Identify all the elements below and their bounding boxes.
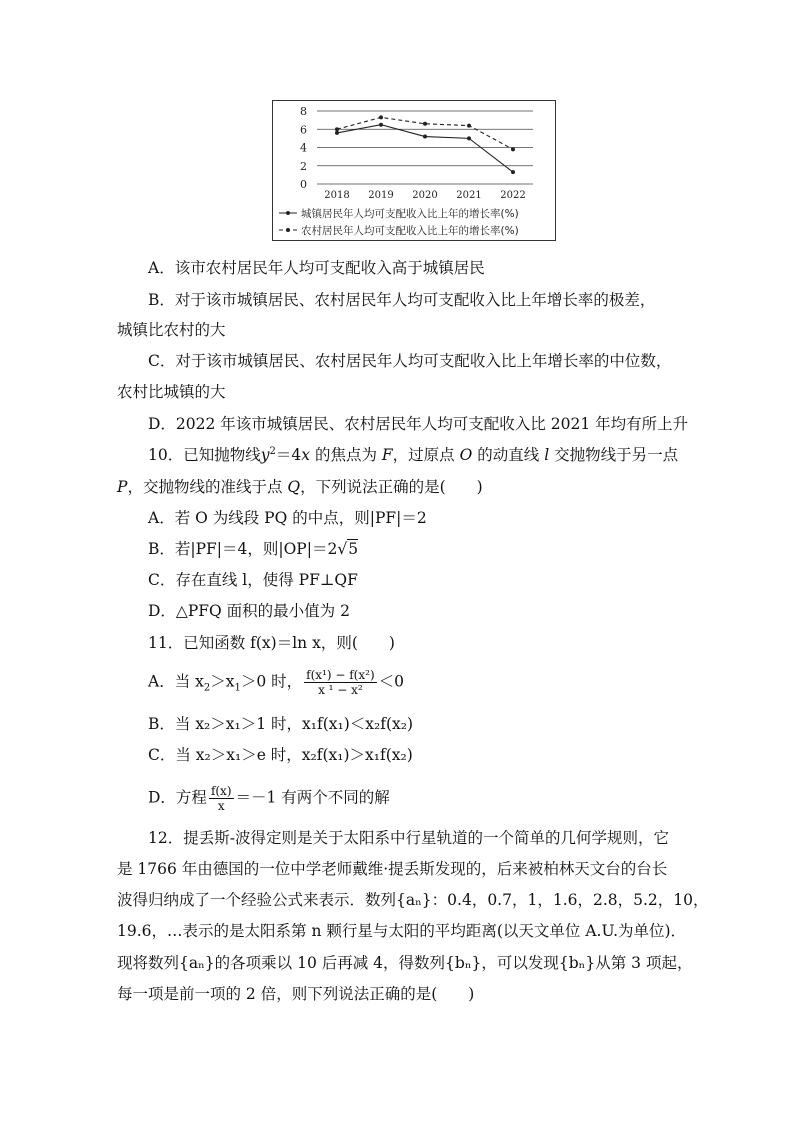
x-tick-label: 2018 (324, 190, 350, 201)
data-point (423, 135, 427, 139)
q10-stem-text: 的焦点为 (314, 446, 377, 464)
data-point (467, 124, 471, 128)
q9-option-c-line2: 农村比城镇的大 (117, 383, 226, 401)
q10-option-b-radicand: 5 (348, 540, 359, 558)
q11-option-a-text: A．当 x (148, 672, 204, 691)
x-tick-label: 2020 (412, 190, 438, 201)
q10-stem-text: 的动直线 (477, 446, 540, 464)
y-tick-label: 8 (300, 105, 307, 118)
data-point (423, 122, 427, 126)
data-point (335, 127, 339, 131)
chart-svg (273, 101, 557, 242)
q12-line6: 每一项是前一项的 2 倍，则下列说法正确的是( ) (117, 985, 475, 1003)
q11-stem: 11．已知函数 f(x)＝ln x，则( ) (148, 634, 395, 652)
q11-option-b: B．当 x₂＞x₁＞1 时，x₁f(x₁)＜x₂f(x₂) (148, 715, 413, 733)
legend-label: 城镇居民年人均可支配收入比上年的增长率(%) (301, 208, 519, 220)
q11-option-d-text: ＝－1 有两个不同的解 (235, 788, 390, 807)
q9-option-c-line1: C．对于该市城镇居民、农村居民年人均可支配收入比上年增长率的中位数， (148, 352, 672, 370)
y-tick-label: 0 (300, 178, 307, 191)
q12-line1: 12．提丢斯-波得定则是关于太阳系中行星轨道的一个简单的几何学规则，它 (148, 829, 669, 847)
legend-marker (286, 228, 290, 232)
q11-option-a-text: ＞x (210, 672, 235, 691)
q12-line5: 现将数列{aₙ}的各项乘以 10 后再减 4，得数列{bₙ}，可以发现{bₙ}从第 3 项起， (117, 954, 693, 972)
data-point (467, 136, 471, 140)
q10-stem-text: ，下列说法正确的是( ) (300, 478, 483, 496)
line-chart (272, 100, 556, 241)
q12-line4: 19.6，…表示的是太阳系第 n 颗行星与太阳的平均距离(以天文单位 A.U.为单位)． (117, 922, 687, 940)
q10-stem-line1: 10．已知抛物线$y^2=4x$ 的焦点为 F，过原点 O 的动直线 l 交抛物线于另一点 (148, 445, 679, 464)
q10-stem-text: ，交抛物线的准线于点 (127, 478, 283, 496)
q11-option-a: A．当 $x_2>x_1>0$ 时， $\frac{\text{f(x¹) − f(x²)}}{\text{x ¹ − x²}}$ ＜0 (148, 668, 404, 697)
q11-option-d-fraction (209, 784, 234, 813)
q10-option-a: A．若 O 为线段 PQ 的中点，则|PF|＝2 (148, 509, 427, 527)
q10-stem-text: ＝4 (275, 446, 302, 464)
x-tick-label: 2019 (368, 190, 394, 201)
q11-option-d-text: D．方程 (148, 788, 207, 807)
q12-line3: 波得归纳成了一个经验公式来表示．数列{aₙ}：0.4，0.7，1，1.6，2.8，5.2，10， (117, 891, 709, 909)
y-tick-label: 2 (300, 159, 307, 173)
q11-option-c: C．当 x₂＞x₁＞e 时，x₂f(x₁)＞x₁f(x₂) (148, 746, 413, 764)
q10-option-c: C．存在直线 l，使得 PF⊥QF (148, 571, 358, 589)
q10-option-d: D．△PFQ 面积的最小值为 2 (148, 602, 350, 620)
q11-option-a-text: ＜0 (378, 672, 404, 691)
data-point (511, 170, 515, 174)
q9-option-b-line2: 城镇比农村的大 (117, 321, 226, 339)
q11-option-a-fraction (304, 668, 376, 697)
data-point (379, 123, 383, 127)
q10-stem-text: 10．已知抛物线 (148, 446, 261, 464)
series-line (337, 125, 513, 172)
y-tick-label: 6 (300, 123, 307, 137)
q10-stem-line2: P，交抛物线的准线于点 Q，下列说法正确的是( ) (117, 478, 483, 496)
fraction-denominator: x ¹ − x² (318, 683, 363, 697)
fraction-denominator: x (217, 799, 225, 813)
q9-option-b-line1: B．对于该市城镇居民、农村居民年人均可支配收入比上年增长率的极差， (148, 291, 656, 309)
fraction-numerator: f(x¹) − f(x²) (306, 668, 375, 682)
q11-option-a-text: ＞0 时， (240, 672, 303, 691)
q10-stem-text: ，过原点 (392, 446, 455, 464)
y-tick-label: 4 (300, 141, 307, 155)
x-tick-label: 2021 (456, 190, 482, 201)
q9-option-a: A．该市农村居民年人均可支配收入高于城镇居民 (148, 259, 485, 277)
legend-marker (286, 211, 290, 215)
q10-stem-text: 交抛物线于另一点 (554, 446, 679, 464)
q10-option-b-text: B．若|PF|＝4，则|OP|＝2 (148, 540, 338, 558)
x-tick-label: 2022 (500, 190, 526, 201)
data-point (335, 131, 339, 135)
fraction-numerator: f(x) (210, 784, 232, 798)
q10-option-b: B．若|PF|＝4，则|OP|＝2√5 (148, 540, 359, 558)
data-point (379, 115, 383, 119)
legend-label: 农村居民年人均可支配收入比上年的增长率(%) (301, 225, 519, 237)
q11-option-d (148, 784, 390, 813)
q12-line2: 是 1766 年由德国的一位中学老师戴维·提丢斯发现的，后来被柏林天文台的台长 (117, 860, 668, 878)
q9-option-d: D．2022 年该市城镇居民、农村居民年人均可支配收入比 2021 年均有所上升 (148, 415, 689, 433)
data-point (511, 147, 515, 151)
